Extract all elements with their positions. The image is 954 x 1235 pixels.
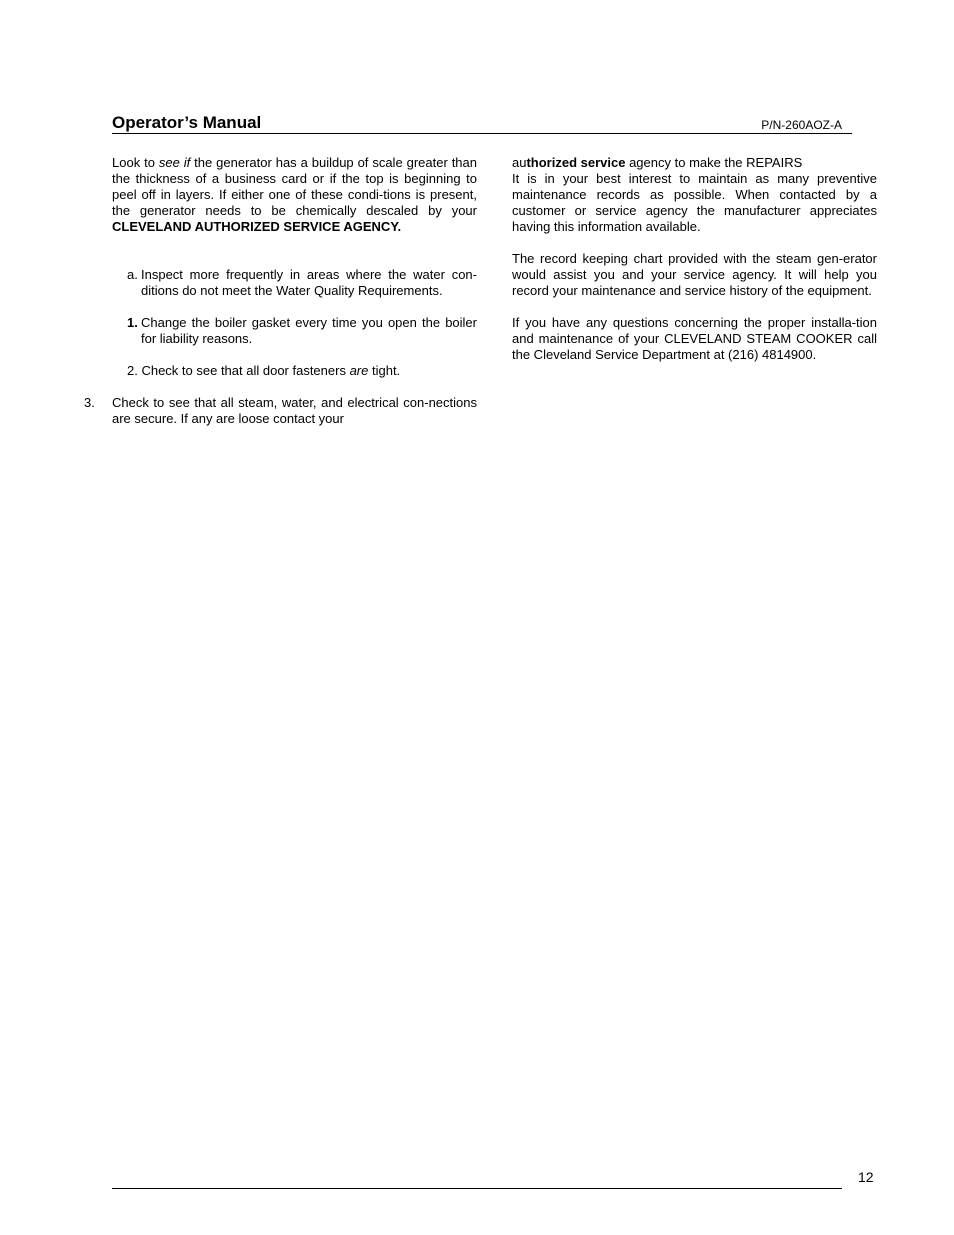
list-marker: 3. <box>84 395 95 410</box>
scale-check-paragraph: Look to see if the generator has a buildup of scale greater than the thickness of a business card or if the top is beginning to peel off in layers. If either one of these condi-tions is present, the generator needs to be chemically descaled by your CLEVELAND AUTHORIZED SERVICE AGENCY. <box>112 155 477 234</box>
list-item-2: 2. Check to see that all door fasteners are tight. <box>127 363 401 378</box>
record-chart-paragraph: The record keeping chart provided with the steam gen-erator would assist you and your service agency. It will help you record your maintenance and service history of the equipment. <box>512 251 877 298</box>
list-item-text: Change the boiler gasket every time you open the boiler for liability reasons. <box>141 315 477 346</box>
list-marker: 1. <box>127 315 138 330</box>
footer-rule <box>112 1188 842 1189</box>
records-paragraph: It is in your best interest to maintain as many preventive maintenance records as possible. When contacted by a customer or service agency the manufacturer appreciates having this information available. <box>512 171 877 234</box>
list-item-1 <box>112 315 477 347</box>
part-number: P/N-260AOZ-A <box>761 118 842 132</box>
page-header <box>112 112 852 134</box>
repairs-line: authorized service agency to make the REPAIRS <box>512 155 803 170</box>
page-number: 12 <box>858 1169 874 1185</box>
manual-title: Operator’s Manual <box>112 113 262 132</box>
contact-paragraph: If you have any questions concerning the proper installa-tion and maintenance of your CLEVELAND STEAM COOKER call the Cleveland Service Department at (216) 4814900. <box>512 315 877 362</box>
right-column <box>512 155 877 363</box>
list-item-a <box>112 267 477 299</box>
list-marker: a. <box>127 267 138 282</box>
list-item-3 <box>84 395 477 427</box>
left-column <box>84 155 477 427</box>
list-item-text: Inspect more frequently in areas where the water con-ditions do not meet the Water Quality Requirements. <box>141 267 477 298</box>
list-item-text: Check to see that all steam, water, and electrical con-nections are secure. If any are loose contact your <box>112 395 477 426</box>
